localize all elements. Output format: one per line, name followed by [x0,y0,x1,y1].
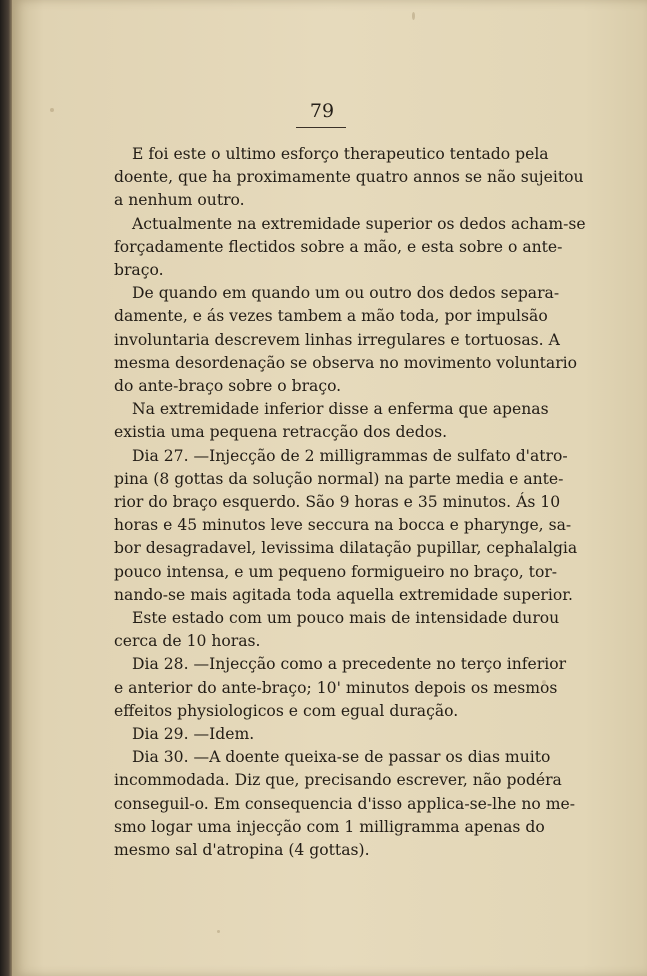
page-body-text [114,143,586,862]
text-line: e anterior do ante-braço; 10' minutos depois os mesmos [114,678,558,697]
text-line: Actualmente na extremidade superior os dedos acham-se [132,214,586,233]
text-line: conseguil-o. Em consequencia d'isso applica-se-lhe no me- [114,794,576,813]
page-number: 79 [309,100,335,122]
text-line: Dia 29. —Idem. [132,725,255,744]
text-line: nando-se mais agitada toda aquella extremidade superior. [114,585,573,604]
text-line: Este estado com um pouco mais de intensidade durou [132,609,560,628]
text-line: incommodada. Diz que, precisando escrever, não podéra [114,771,562,790]
text-line: mesmo sal d'atropina (4 gottas). [114,841,370,860]
text-line: bor desagradavel, levissima dilatação pupillar, cephalalgia [114,539,578,558]
paper-spot [412,12,415,20]
text-line: horas e 45 minutos leve seccura na bocca e pharynge, sa- [114,516,572,535]
text-line: forçadamente flectidos sobre a mão, e esta sobre o ante- [114,237,563,256]
text-line: Dia 30. —A doente queixa-se de passar os dias muito [132,748,551,767]
paper-spot [50,108,54,112]
text-line: doente, que ha proximamente quatro annos se não sujeitou [114,168,584,187]
text-line: smo logar uma injecção com 1 milligramma apenas do [114,817,545,836]
text-line: a nenhum outro. [114,191,245,210]
text-line: damente, e ás vezes tambem a mão toda, por impulsão [114,307,548,326]
text-line: De quando em quando um ou outro dos dedos separa- [132,284,560,303]
text-line: pina (8 gottas da solução normal) na parte media e ante- [114,469,564,488]
text-line: E foi este o ultimo esforço therapeutico tentado pela [132,145,549,163]
text-line: Na extremidade inferior disse a enferma que apenas [132,400,549,419]
text-line: Dia 27. —Injecção de 2 milligrammas de sulfato d'atro- [132,446,568,465]
page-number-rule [296,127,346,128]
text-line: do ante-braço sobre o braço. [114,377,342,396]
text-line: braço. [114,261,164,280]
text-line: cerca de 10 horas. [114,632,261,651]
book-spine [0,0,12,976]
paper-spot [217,930,220,933]
text-line: mesma desordenação se observa no movimento voluntario [114,353,578,372]
text-line: involuntaria descrevem linhas irregulares e tortuosas. A [114,330,560,349]
text-line: rior do braço esquerdo. São 9 horas e 35 minutos. Ás 10 [114,493,561,512]
text-line: effeitos physiologicos e com egual duração. [114,701,459,720]
text-line: existia uma pequena retracção dos dedos. [114,423,448,442]
text-line: pouco intensa, e um pequeno formigueiro no braço, tor- [114,562,558,581]
text-line: Dia 28. —Injecção como a precedente no terço inferior [132,655,567,674]
